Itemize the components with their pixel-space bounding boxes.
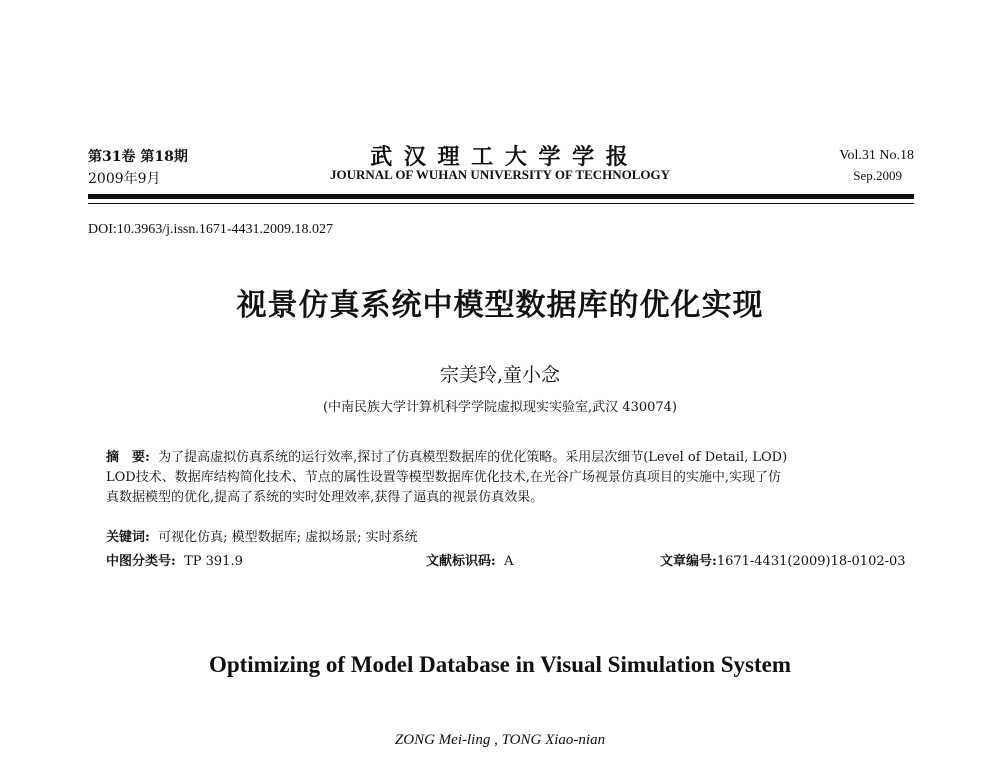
journal-title-en: JOURNAL OF WUHAN UNIVERSITY OF TECHNOLOGY [329, 167, 671, 182]
date-en: Sep.2009 [853, 168, 902, 183]
doc-code-value: A [504, 554, 514, 569]
header-rule-thin [88, 203, 914, 204]
abstract [106, 448, 906, 508]
paper-title-cn: 视景仿真系统中模型数据库的优化实现 [236, 288, 764, 323]
document-code [426, 550, 513, 569]
clc-label: 中图分类号: [106, 554, 176, 569]
clc-number [106, 550, 243, 569]
journal-title-cn: 武 汉 理 工 大 学 学 报 [370, 144, 630, 170]
article-number-label: 文章编号: [660, 554, 717, 569]
date-cn: 2009年9月 [88, 171, 161, 187]
article-number [660, 550, 906, 569]
keywords-label: 关键词: [106, 530, 150, 545]
abstract-line-3: 真数据模型的优化,提高了系统的实时处理效率,获得了逼真的视景仿真效果。 [106, 490, 544, 505]
paper-title-en: Optimizing of Model Database in Visual Simulation System [208, 652, 792, 677]
header-rule-thick [88, 194, 914, 199]
keywords-text: 可视化仿真; 模型数据库; 虚拟场景; 实时系统 [158, 530, 418, 545]
abstract-line-1: 为了提高虚拟仿真系统的运行效率,探讨了仿真模型数据库的优化策略。采用层次细节(Level of Detail, LOD) [158, 450, 788, 465]
authors-en: ZONG Mei-ling , TONG Xiao-nian [394, 732, 606, 748]
volume-issue-cn: 第31卷 第18期 [88, 149, 188, 165]
doi: DOI:10.3963/j.issn.1671-4431.2009.18.027 [88, 222, 333, 237]
volume-issue-en: Vol.31 No.18 [839, 148, 914, 163]
doc-code-label: 文献标识码: [426, 554, 496, 569]
keywords [106, 526, 418, 545]
authors-cn: 宗美玲,童小念 [439, 364, 561, 386]
abstract-label: 摘 要: [106, 450, 150, 465]
clc-value: TP 391.9 [184, 554, 243, 569]
article-number-value: 1671-4431(2009)18-0102-03 [716, 554, 906, 569]
abstract-line-2: LOD技术、数据库结构简化技术、节点的属性设置等模型数据库优化技术,在光谷广场视景仿真项目的实施中,实现了仿 [106, 470, 781, 485]
affiliation-cn: (中南民族大学计算机科学学院虚拟现实实验室,武汉 430074) [322, 400, 678, 415]
